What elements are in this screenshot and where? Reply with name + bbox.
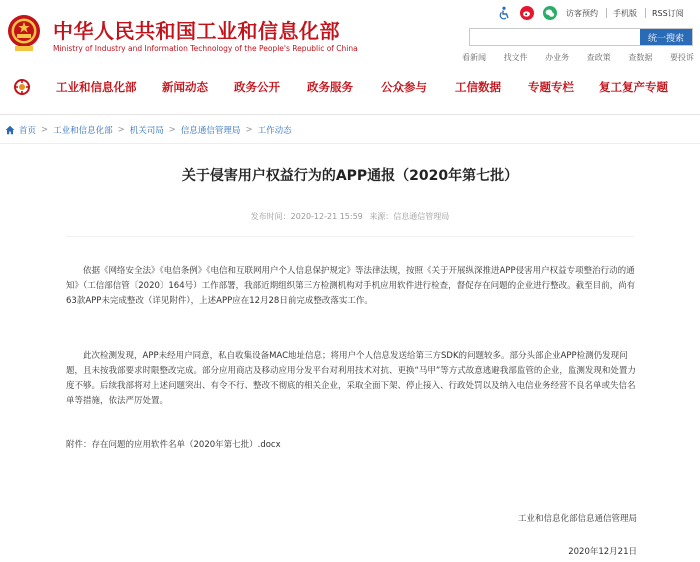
site-header [0, 0, 700, 64]
tool-separator [606, 8, 607, 18]
tool-separator [645, 8, 646, 18]
article-paragraph: 此次检测发现，APP未经用户同意，私自收集设备MAC地址信息；将用户个人信息发送给第三方SDK的问题较多。部分头部企业APP检测仍发现问题，且未按我部要求时限整改完成。部分应用商店及移动应用分发平台对利用技术对抗、更换“马甲”等方式故意逃避我部监管的企业，监测发现和处置力度不够。后续我部将对上述问题突出、有令不行、整改不彻底的相关企业，采取全面下架、停止接入、行政处罚以及纳入电信业务经营不良名单或失信名单等措施，依法严厉处置。 [66, 351, 636, 406]
breadcrumb-separator: > [168, 125, 176, 135]
mobile-version-link[interactable]: 手机版 [613, 8, 637, 18]
breadcrumb-ict-bureau[interactable]: 信息通信管理局 [180, 126, 241, 136]
nav-item-miit-data[interactable]: 工信数据 [455, 80, 501, 94]
breadcrumb [5, 123, 292, 137]
quick-link-complaints[interactable]: 要投诉 [669, 53, 694, 62]
article-source: 来源：信息通信管理局 [369, 212, 450, 221]
quick-link-services[interactable]: 办业务 [545, 53, 570, 62]
search-input[interactable] [470, 29, 640, 45]
weibo-icon[interactable] [520, 6, 534, 20]
quick-links [462, 52, 694, 63]
breadcrumb-separator: > [41, 125, 49, 135]
article-title: 关于侵害用户权益行为的APP通报（2020年第七批） [181, 168, 519, 184]
site-subtitle: Ministry of Industry and Information Technology of the People's Republic of China [53, 44, 358, 53]
breadcrumb-home[interactable]: 首页 [19, 126, 37, 136]
meta-divider [66, 236, 634, 237]
nav-item-news[interactable]: 新闻动态 [162, 80, 208, 94]
nav-item-public-participation[interactable]: 公众参与 [381, 80, 427, 94]
miit-logo-icon [14, 79, 30, 95]
site-title[interactable]: 中华人民共和国工业和信息化部 [53, 19, 340, 43]
breadcrumb-separator: > [117, 125, 125, 135]
attachment-link[interactable]: 附件：存在问题的应用软件名单（2020年第七批）.docx [66, 440, 281, 450]
breadcrumb-departments[interactable]: 机关司局 [129, 126, 164, 136]
breadcrumb-work-updates[interactable]: 工作动态 [257, 126, 292, 136]
issuer-signature: 工业和信息化部信息通信管理局 [517, 514, 637, 524]
search-button[interactable]: 统一搜索 [640, 29, 692, 45]
article-meta [0, 211, 700, 222]
nav-item-special-topics[interactable]: 专题专栏 [528, 80, 574, 94]
quick-link-documents[interactable]: 找文件 [503, 53, 528, 62]
article-paragraph: 依据《网络安全法》《电信条例》《电信和互联网用户个人信息保护规定》等法律法规，按照《关于开展纵深推进APP侵害用户权益专项整治行动的通知》（工信部信管〔2020〕164号）工作部署，我部近期组织第三方检测机构对手机应用软件进行检查，督促存在问题的企业进行整改。截至目前，尚有63款APP未完成整改（详见附件），上述APP应在12月28日前完成整改落实工作。 [66, 266, 636, 306]
visitor-appointment-link[interactable]: 访客预约 [566, 8, 598, 18]
breadcrumb-separator: > [245, 125, 253, 135]
wechat-icon[interactable] [543, 6, 557, 20]
issue-date: 2020年12月21日 [568, 547, 637, 557]
nav-item-government-affairs[interactable]: 政务公开 [234, 80, 280, 94]
header-tools [497, 4, 684, 22]
rss-subscribe-link[interactable]: RSS订阅 [652, 8, 684, 18]
main-nav [0, 72, 700, 102]
nav-item-miit[interactable]: 工业和信息化部 [56, 80, 137, 94]
breadcrumb-miit[interactable]: 工业和信息化部 [53, 126, 113, 136]
quick-link-policies[interactable]: 查政策 [586, 53, 611, 62]
header-divider [0, 114, 700, 115]
home-icon [5, 125, 15, 135]
quick-link-news[interactable]: 看新闻 [462, 53, 486, 62]
search-box [469, 28, 693, 46]
accessibility-icon[interactable] [497, 6, 511, 20]
national-emblem-icon[interactable] [6, 13, 42, 53]
quick-link-data[interactable]: 查数据 [628, 53, 653, 62]
nav-item-resumption-topic[interactable]: 复工复产专题 [599, 80, 668, 94]
breadcrumb-divider [0, 143, 700, 144]
nav-item-government-services[interactable]: 政务服务 [307, 80, 353, 94]
publish-time: 发布时间：2020-12-21 15:59 [250, 212, 363, 221]
